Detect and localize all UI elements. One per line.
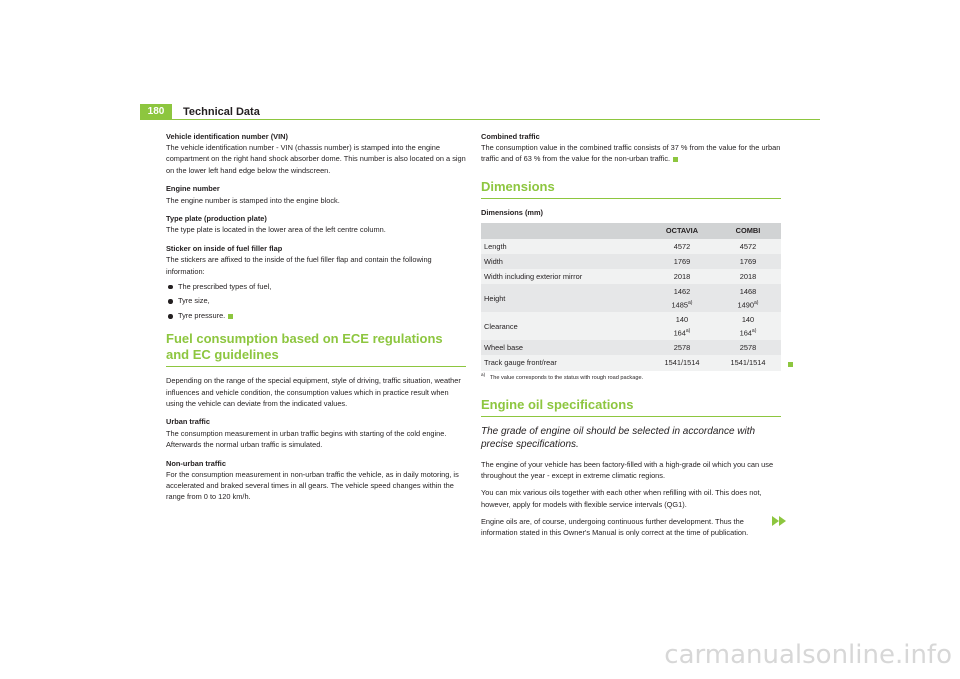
cell-combi: 2018	[715, 269, 781, 284]
fuel-consumption-heading: Fuel consumption based on ECE regulations and EC guidelines	[166, 331, 466, 367]
engine-oil-text-3: Engine oils are, of course, undergoing continuous further development. Thus the information stated in this Owner's Manual is only correct at the time of publication.	[481, 516, 749, 537]
footnote-ref: a)	[685, 327, 691, 334]
row-label: Track gauge front/rear	[481, 355, 649, 370]
non-urban-text: For the consumption measurement in non-urban traffic the vehicle, as in daily motoring, is accelerated and braked several times in all gears. The vehicle speed changes within the range from 0 to 120 km/h.	[166, 469, 459, 502]
engine-oil-text-1: The engine of your vehicle has been factory-filled with a high-grade oil which you can use throughout the year - except in extreme climatic regions.	[481, 459, 774, 481]
cell-combi: 2578	[715, 340, 781, 355]
dimensions-subheading: Dimensions (mm)	[481, 207, 544, 217]
cell-octavia: 2018	[649, 269, 715, 284]
cell-combi: 1541/1514	[715, 355, 781, 370]
vin-heading: Vehicle identification number (VIN)	[166, 132, 288, 141]
page-number: 180	[140, 104, 172, 120]
combined-heading: Combined traffic	[481, 132, 540, 141]
cell-value: 1462	[673, 287, 691, 297]
cell-octavia: 2578	[649, 340, 715, 355]
engine-oil-text-2: You can mix various oils together with each other when refilling with oil. This does not, however, apply for models with flexible service intervals (QG1).	[481, 488, 762, 509]
cell-value-rough: 164$^{a)}$	[673, 327, 691, 337]
left-column	[166, 131, 466, 510]
footnote-ref: a)	[751, 327, 757, 334]
row-label: Length	[481, 239, 649, 254]
table-header-combi: COMBI	[715, 223, 781, 239]
cell-value: 1468	[739, 287, 757, 297]
continue-arrow-icon	[779, 516, 786, 526]
dimensions-table	[481, 223, 781, 371]
dimensions-table-wrap	[481, 223, 781, 371]
table-row	[481, 239, 781, 254]
type-plate-heading: Type plate (production plate)	[166, 214, 267, 224]
type-plate-text: The type plate is located in the lower area of the left centre column.	[166, 225, 386, 235]
row-label: Width including exterior mirror	[481, 269, 649, 284]
footnote-ref: a)	[687, 299, 693, 306]
sticker-heading: Sticker on inside of fuel filler flap	[166, 244, 283, 254]
list-item: Tyre pressure.	[166, 310, 466, 321]
table-row	[481, 312, 781, 340]
row-label: Wheel base	[481, 340, 649, 355]
vin-text: The vehicle identification number - VIN (chassis number) is stamped into the engine compartment on the right hand shock absorber dome. This number is also located on a sign on the lower left hand edge below the windscreen.	[166, 143, 466, 175]
cell-value-rough: 164$^{a)}$	[739, 327, 757, 337]
list-item: The prescribed types of fuel,	[166, 281, 466, 292]
sticker-list	[166, 281, 466, 322]
section-end-mark	[788, 362, 793, 367]
engine-oil-subtitle: The grade of engine oil should be selected in accordance with precise specifications.	[481, 426, 756, 451]
non-urban-heading: Non-urban traffic	[166, 458, 226, 468]
watermark: carmanualsonline.info	[664, 640, 952, 670]
cell-value-rough: 1485$^{a)}$	[671, 299, 693, 310]
cell-value-rough: 1490$^{a)}$	[737, 299, 759, 310]
cell-octavia	[649, 284, 715, 312]
row-label: Height	[481, 284, 649, 312]
engine-heading: Engine number	[166, 184, 220, 194]
row-label: Width	[481, 254, 649, 269]
table-row	[481, 284, 781, 312]
header-rule	[172, 119, 820, 120]
cell-combi	[715, 284, 781, 312]
table-row	[481, 340, 781, 355]
engine-oil-heading: Engine oil specifications	[481, 397, 781, 417]
right-column	[481, 131, 781, 538]
table-footnote: $^{a)}$ The value corresponds to the status with rough road package.	[481, 371, 644, 381]
section-end-mark	[228, 314, 233, 319]
fuel-consumption-text: Depending on the range of the special equipment, style of driving, traffic situation, weather influences and vehicle condition, the consumption values which in practice result when using the vehicle can deviate from the indicated values.	[166, 376, 461, 408]
table-row	[481, 355, 781, 370]
sticker-text: The stickers are affixed to the inside of the fuel filler flap and contain the following information:	[166, 255, 432, 276]
cell-octavia: 4572	[649, 239, 715, 254]
cell-octavia: 1769	[649, 254, 715, 269]
list-item: Tyre size,	[166, 295, 466, 306]
dimensions-heading: Dimensions	[481, 179, 781, 199]
footnote-ref: a)	[753, 299, 759, 306]
continue-arrow-icon	[772, 516, 779, 526]
section-title: Technical Data	[183, 106, 260, 118]
cell-octavia	[649, 312, 715, 340]
table-header-blank	[481, 223, 649, 239]
urban-text: The consumption measurement in urban traffic begins with starting of the cold engine. Afterwards the normal urban traffic is simulated.	[166, 428, 447, 449]
engine-text: The engine number is stamped into the engine block.	[166, 195, 340, 205]
cell-combi: 4572	[715, 239, 781, 254]
table-row	[481, 269, 781, 284]
cell-value: 140	[675, 315, 689, 325]
combined-text: The consumption value in the combined traffic consists of 37 % from the value for the urban traffic and of 63 % from the value for the non-urban traffic.	[481, 143, 781, 164]
table-header-octavia: OCTAVIA	[649, 223, 715, 239]
urban-heading: Urban traffic	[166, 417, 210, 427]
section-end-mark	[673, 157, 678, 162]
cell-value: 140	[741, 315, 755, 325]
table-row	[481, 254, 781, 269]
row-label: Clearance	[481, 312, 649, 340]
cell-octavia: 1541/1514	[649, 355, 715, 370]
cell-combi	[715, 312, 781, 340]
cell-combi: 1769	[715, 254, 781, 269]
